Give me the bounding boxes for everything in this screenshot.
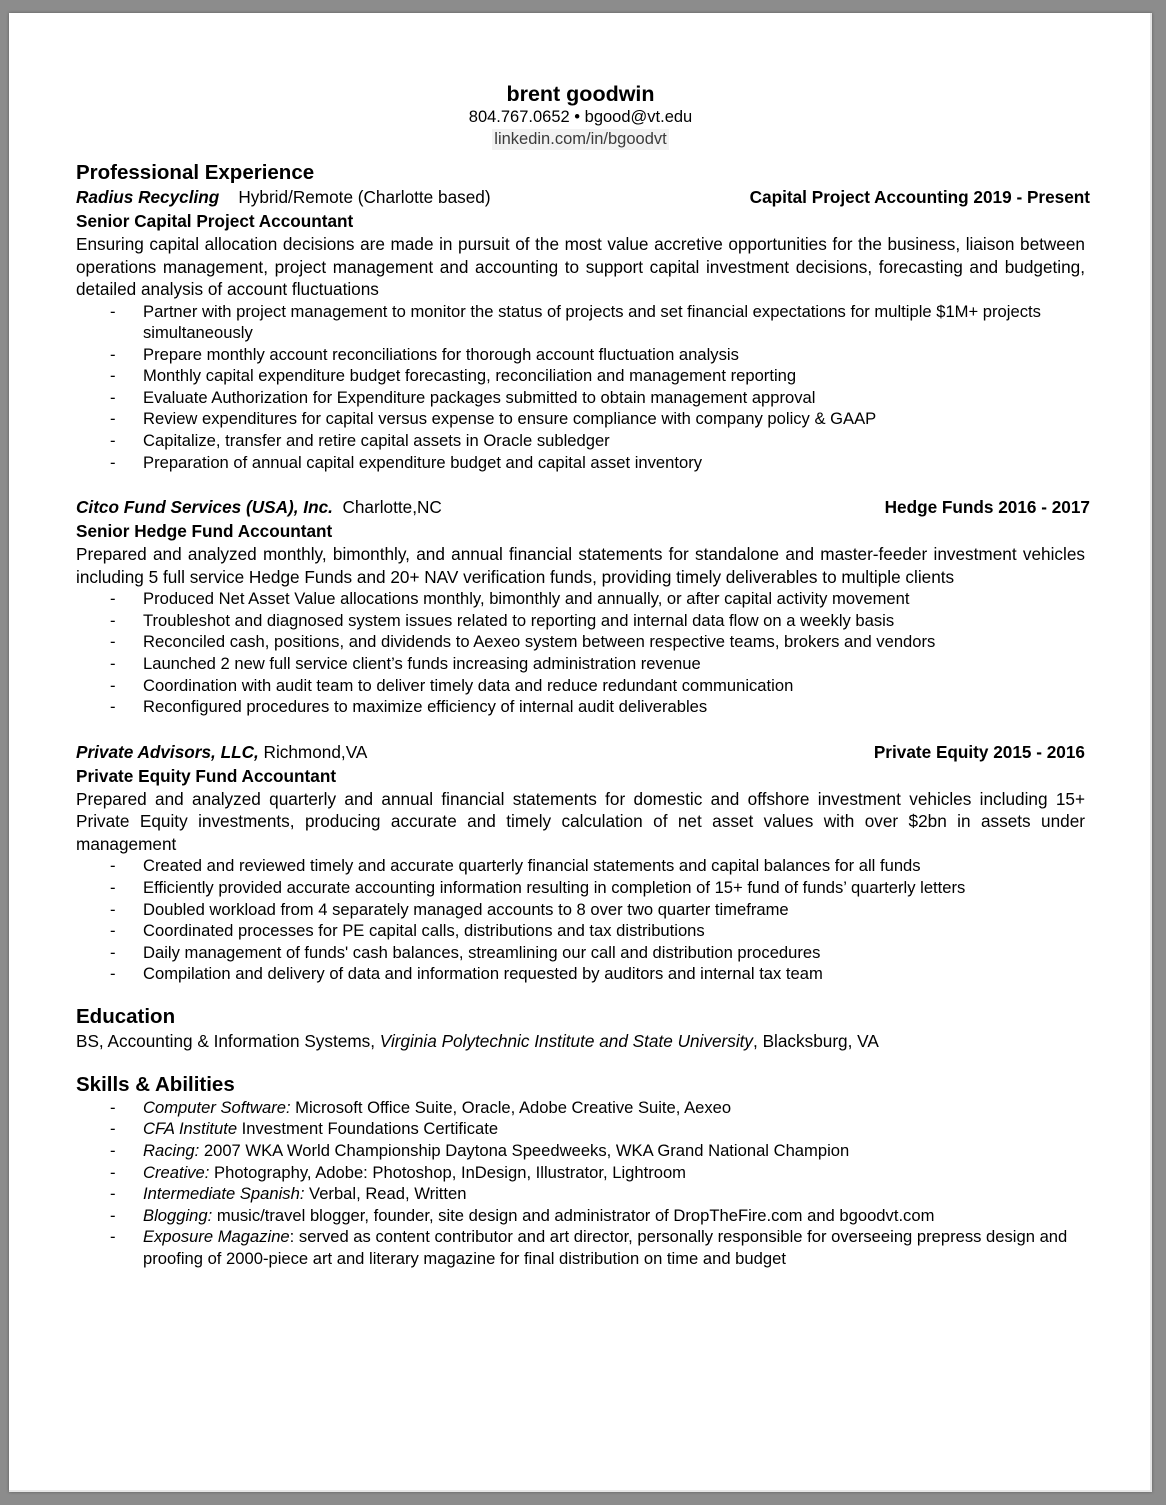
skill-text: 2007 WKA World Championship Daytona Speedweeks, WKA Grand National Champion bbox=[199, 1141, 850, 1161]
job-entry bbox=[76, 495, 1090, 718]
degree: BS, Accounting & Information Systems, bbox=[76, 1030, 380, 1051]
skill-item bbox=[76, 1118, 1085, 1140]
school-location: , Blacksburg, VA bbox=[753, 1030, 879, 1051]
job-role: Senior Capital Project Accountant bbox=[76, 211, 354, 231]
skill-item bbox=[76, 1183, 1085, 1205]
dash-bullet-icon: - bbox=[110, 366, 116, 386]
dash-bullet-icon: - bbox=[110, 1097, 116, 1117]
bullet-item: - Created and reviewed timely and accurate quarterly financial statements and capital balances for all funds bbox=[110, 856, 921, 876]
skills-list bbox=[76, 1097, 1085, 1270]
company-name: Private Advisors, LLC, bbox=[76, 741, 259, 762]
dash-bullet-icon: - bbox=[110, 964, 116, 984]
department-dates: Hedge Funds 2016 - 2017 bbox=[884, 497, 1090, 518]
department-dates: Capital Project Accounting 2019 - Present bbox=[749, 187, 1090, 207]
skill-text: Investment Foundations Certificate bbox=[237, 1119, 499, 1139]
dash-bullet-icon: - bbox=[110, 301, 116, 321]
bullet-item: - Preparation of annual capital expenditure budget and capital asset inventory bbox=[110, 452, 703, 472]
dash-bullet-icon: - bbox=[110, 1227, 116, 1247]
dash-bullet-icon: - bbox=[110, 409, 116, 429]
dash-bullet-icon: - bbox=[110, 1162, 116, 1182]
resume-header bbox=[76, 81, 1085, 150]
resume-page bbox=[9, 13, 1152, 1492]
skill-text: : served as content contributor and art director, personally responsible for overseeing prepress design and proofing of 2000-piece art and literary magazine for final distribution on time and budget bbox=[143, 1227, 1068, 1269]
bullet-item: - Launched 2 new full service client’s funds increasing administration revenue bbox=[110, 654, 701, 674]
bullet-item: - Compilation and delivery of data and information requested by auditors and internal tax team bbox=[110, 964, 823, 984]
dash-bullet-icon: - bbox=[110, 921, 116, 941]
skill-text: Verbal, Read, Written bbox=[304, 1184, 467, 1204]
job-location: Richmond,VA bbox=[258, 741, 368, 762]
dash-bullet-icon: - bbox=[110, 942, 116, 962]
contact-info: 804.767.0652 • bgood@vt.edu bbox=[468, 108, 693, 126]
job-bullets bbox=[76, 301, 1085, 474]
linkedin-url: linkedin.com/in/bgoodvt bbox=[494, 130, 667, 148]
job-summary: Ensuring capital allocation decisions are made in pursuit of the most value accretive opportunities for the business, liaison between operations management, project management and accounting to support capital investment decisions, forecasting and budgeting, detailed analysis of account fluctuations bbox=[76, 234, 1085, 299]
section-title-education: Education bbox=[76, 1004, 176, 1028]
dash-bullet-icon: - bbox=[110, 1119, 116, 1139]
school-name: Virginia Polytechnic Institute and State University bbox=[379, 1030, 754, 1051]
education-entry bbox=[76, 1029, 1085, 1053]
bullet-item: - Monthly capital expenditure budget forecasting, reconciliation and management reporting bbox=[110, 366, 797, 386]
bullet-item: - Partner with project management to monitor the status of projects and set financial expectations for multiple $1M+ projects simultaneously bbox=[110, 301, 1041, 343]
dash-bullet-icon: - bbox=[110, 610, 116, 630]
section-title-skills: Skills & Abilities bbox=[76, 1072, 235, 1096]
dash-bullet-icon: - bbox=[110, 589, 116, 609]
skill-text: music/travel blogger, founder, site design and administrator of DropTheFire.com and bgoodvt.com bbox=[212, 1205, 935, 1225]
job-header bbox=[76, 740, 1085, 764]
dash-bullet-icon: - bbox=[110, 1141, 116, 1161]
dash-bullet-icon: - bbox=[110, 632, 116, 652]
dash-bullet-icon: - bbox=[110, 654, 116, 674]
bullet-item: - Prepare monthly account reconciliations for thorough account fluctuation analysis bbox=[110, 344, 739, 364]
department-dates: Private Equity 2015 - 2016 bbox=[873, 741, 1085, 762]
skill-label: Racing: bbox=[143, 1141, 200, 1161]
skill-label: CFA Institute bbox=[143, 1119, 238, 1139]
skill-item bbox=[76, 1140, 1085, 1162]
skill-text: Photography, Adobe: Photoshop, InDesign, Illustrator, Lightroom bbox=[209, 1162, 687, 1182]
section-title-experience: Professional Experience bbox=[76, 161, 315, 184]
bullet-item: - Doubled workload from 4 separately managed accounts to 8 over two quarter timeframe bbox=[110, 899, 789, 919]
job-location: Hybrid/Remote (Charlotte based) bbox=[219, 187, 491, 207]
bullet-item: - Coordination with audit team to deliver timely data and reduce redundant communication bbox=[110, 675, 794, 695]
dash-bullet-icon: - bbox=[110, 344, 116, 364]
bullet-item: - Reconfigured procedures to maximize efficiency of internal audit deliverables bbox=[110, 697, 708, 717]
bullet-item: - Efficiently provided accurate accounting information resulting in completion of 15+ fund of funds’ quarterly letters bbox=[110, 877, 966, 897]
job-header bbox=[76, 495, 1090, 519]
skill-item bbox=[76, 1226, 1085, 1269]
skill-label: Intermediate Spanish: bbox=[143, 1184, 305, 1204]
job-bullets bbox=[76, 855, 1085, 985]
job-entry bbox=[76, 740, 1085, 985]
job-summary: Prepared and analyzed quarterly and annual financial statements for domestic and offshore investment vehicles including 15+ Private Equity investments, producing accurate and timely calculation of net asset values with over $2bn in assets under management bbox=[76, 788, 1085, 854]
job-location: Charlotte,NC bbox=[332, 497, 442, 518]
job-role: Private Equity Fund Accountant bbox=[76, 765, 337, 786]
bullet-item: - Produced Net Asset Value allocations monthly, bimonthly and annually, or after capital activity movement bbox=[110, 589, 910, 609]
resume-content bbox=[76, 81, 1090, 1270]
skill-label: Exposure Magazine bbox=[143, 1227, 290, 1247]
dash-bullet-icon: - bbox=[110, 1184, 116, 1204]
dash-bullet-icon: - bbox=[110, 452, 116, 472]
skill-text: Microsoft Office Suite, Oracle, Adobe Creative Suite, Aexeo bbox=[290, 1097, 732, 1117]
bullet-item: - Coordinated processes for PE capital calls, distributions and tax distributions bbox=[110, 921, 705, 941]
job-entry bbox=[76, 185, 1090, 473]
bullet-item: - Capitalize, transfer and retire capital assets in Oracle subledger bbox=[110, 431, 610, 451]
dash-bullet-icon: - bbox=[110, 697, 116, 717]
skill-item bbox=[76, 1162, 1085, 1184]
bullet-item: - Review expenditures for capital versus expense to ensure compliance with company policy & GAAP bbox=[110, 409, 877, 429]
bullet-item: - Daily management of funds' cash balances, streamlining our call and distribution procedures bbox=[110, 942, 821, 962]
job-summary: Prepared and analyzed monthly, bimonthly, and annual financial statements for standalone and master-feeder investment vehicles including 5 full service Hedge Funds and 20+ NAV verification funds, providing timely deliverables to multiple clients bbox=[76, 544, 1085, 587]
skill-label: Creative: bbox=[143, 1162, 210, 1182]
dash-bullet-icon: - bbox=[110, 856, 116, 876]
skill-item bbox=[76, 1205, 1085, 1227]
company-name: Radius Recycling bbox=[76, 187, 220, 207]
bullet-item: - Troubleshot and diagnosed system issues related to reporting and internal data flow on a weekly basis bbox=[110, 610, 895, 630]
skill-item bbox=[76, 1097, 1085, 1119]
bullet-item: - Reconciled cash, positions, and dividends to Aexeo system between respective teams, brokers and vendors bbox=[110, 632, 936, 652]
dash-bullet-icon: - bbox=[110, 1205, 116, 1225]
dash-bullet-icon: - bbox=[110, 431, 116, 451]
dash-bullet-icon: - bbox=[110, 675, 116, 695]
job-bullets bbox=[76, 588, 1085, 718]
bullet-item: - Evaluate Authorization for Expenditure packages submitted to obtain management approval bbox=[110, 387, 816, 407]
candidate-name: brent goodwin bbox=[506, 82, 655, 106]
dash-bullet-icon: - bbox=[110, 877, 116, 897]
job-role: Senior Hedge Fund Accountant bbox=[76, 521, 333, 542]
job-header bbox=[76, 185, 1090, 209]
skill-label: Computer Software: bbox=[143, 1097, 291, 1117]
dash-bullet-icon: - bbox=[110, 387, 116, 407]
company-name: Citco Fund Services (USA), Inc. bbox=[76, 497, 333, 518]
dash-bullet-icon: - bbox=[110, 899, 116, 919]
skill-label: Blogging: bbox=[143, 1205, 213, 1225]
